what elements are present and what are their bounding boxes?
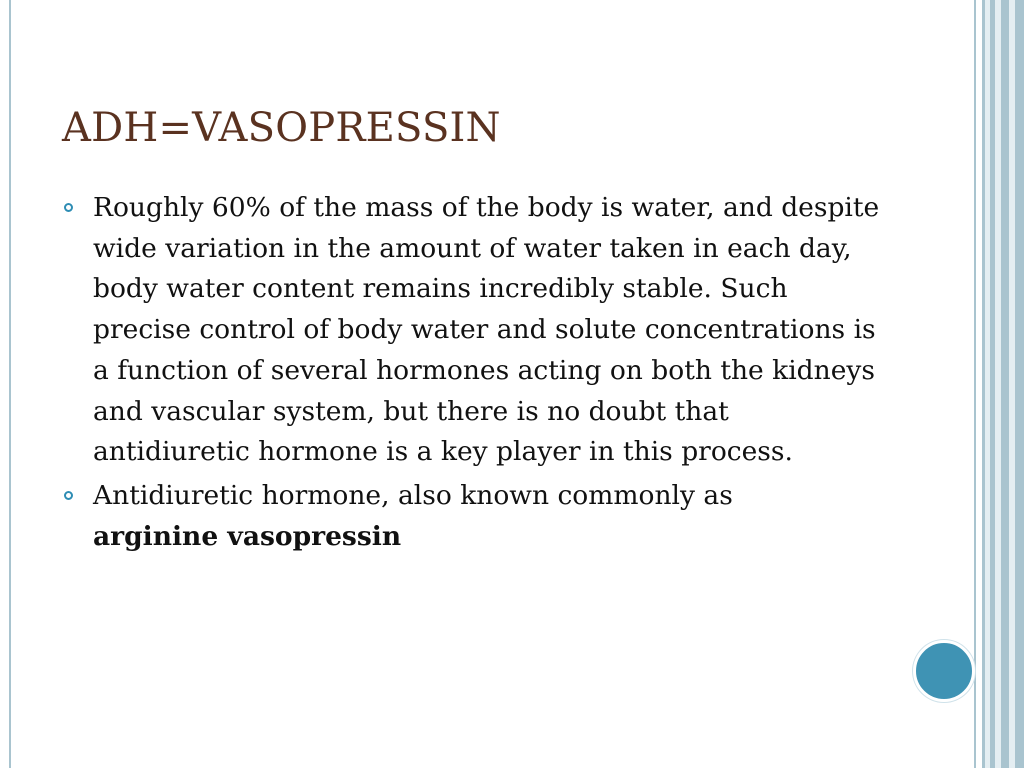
bullet-bold-text: arginine vasopressin <box>93 520 402 552</box>
bullet-text: Roughly 60% of the mass of the body is water, and despite wide variation in the amount of water taken in each day, body water content remains incredibly stable. Such precise control of body water and solute concentrations is a function of several hormones acting on both the kidneys and vascular system, but there is no doubt that antidiuretic hormone is a key player in this process. <box>93 192 880 468</box>
decorative-circle <box>913 640 975 702</box>
decorative-stripe <box>990 0 995 768</box>
bullet-list <box>62 188 882 560</box>
decorative-stripe <box>1001 0 1009 768</box>
slide-title: ADH=VASOPRESSIN <box>62 105 501 151</box>
bullet-item <box>62 476 882 557</box>
right-frame-line <box>974 0 976 768</box>
decorative-stripe <box>1015 0 1024 768</box>
bullet-text: Antidiuretic hormone, also known commonly as <box>93 479 733 511</box>
bullet-circle-icon <box>64 491 73 500</box>
decorative-stripe <box>982 0 985 768</box>
left-frame-line <box>9 0 11 768</box>
bullet-item <box>62 188 882 473</box>
bullet-circle-icon <box>64 203 73 212</box>
